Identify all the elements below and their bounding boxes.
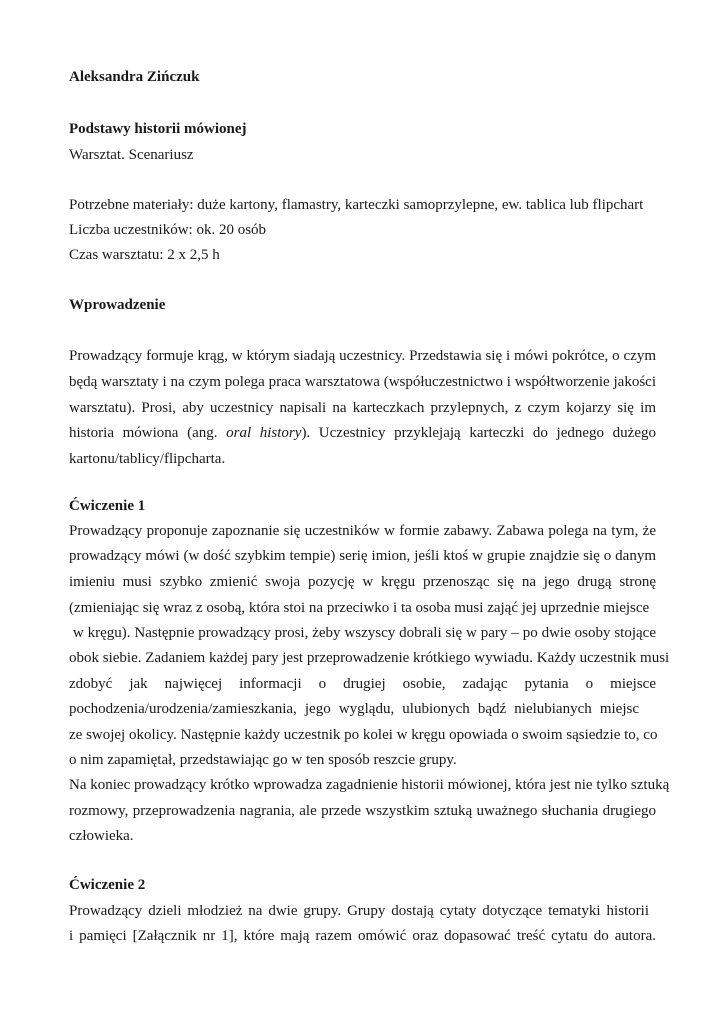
exercise-2-line: Prowadzący dzieli młodzież na dwie grupy. Grupy dostają cytaty dotyczące tematyki historii — [69, 903, 649, 919]
exercise-1-line: prowadzący mówi (w dość szybkim tempie) serię imion, jeśli ktoś w grupie znajdzie się o danym — [69, 548, 656, 564]
exercise-1-line: (zmieniając się wraz z osobą, która stoi na przeciwko i ta osoba musi zająć jej uprzednie miejsce — [69, 600, 650, 616]
duration-line: Czas warsztatu: 2 x 2,5 h — [69, 247, 220, 263]
exercise-1-line: Na koniec prowadzący krótko wprowadza zagadnienie historii mówionej, która jest nie tylko sztuką — [69, 777, 670, 793]
intro-line-3: warsztatu). Prosi, aby uczestnicy napisali na karteczkach przylepnych, z czym kojarzy się im — [69, 400, 656, 416]
participants-line: Liczba uczestników: ok. 20 osób — [69, 222, 267, 238]
exercise-1-line: Prowadzący proponuje zapoznanie się uczestników w formie zabawy. Zabawa polega na tym, że — [69, 523, 656, 539]
exercise-1-line: w kręgu). Następnie prowadzący prosi, żeby wszyscy dobrali się w pary – po dwie osoby stojące — [69, 625, 656, 641]
intro-line-5: kartonu/tablicy/flipcharta. — [69, 451, 226, 467]
materials-line: Potrzebne materiały: duże kartony, flamastry, karteczki samoprzylepne, ew. tablica lub flipchart — [69, 197, 644, 213]
author-name: Aleksandra Zińczuk — [69, 69, 200, 85]
oral-history-term: oral history — [226, 425, 302, 441]
exercise-2-heading: Ćwiczenie 2 — [69, 877, 146, 893]
intro-line-1: Prowadzący formuje krąg, w którym siadają uczestnicy. Przedstawia się i mówi pokrótce, o czym — [69, 348, 656, 364]
intro-line-4-part-a: historia mówiona (ang. — [69, 425, 227, 441]
exercise-2-line: i pamięci [Załącznik nr 1], które mają razem omówić oraz dopasować treść cytatu do autora. — [69, 928, 656, 944]
exercise-1-line: o nim zapamiętał, przedstawiając go w ten sposób reszcie grupy. — [69, 752, 457, 768]
intro-line-4-part-b: ). Uczestnicy przyklejają karteczki do jednego dużego — [301, 425, 656, 441]
exercise-1-line: obok siebie. Zadaniem każdej pary jest przeprowadzenie krótkiego wywiadu. Każdy uczestnik musi — [69, 650, 670, 666]
exercise-1-heading: Ćwiczenie 1 — [69, 498, 146, 514]
exercise-1-line: pochodzenia/urodzenia/zamieszkania, jego wyglądu, ulubionych bądź nielubianych miejsc — [69, 701, 639, 717]
document-subtitle: Warsztat. Scenariusz — [69, 147, 194, 163]
intro-line-4 — [69, 424, 656, 442]
exercise-1-line: zdobyć jak najwięcej informacji o drugiej osobie, zadając pytania o miejsce — [69, 676, 656, 692]
intro-heading: Wprowadzenie — [69, 297, 166, 313]
exercise-1-line: imieniu musi szybko zmienić swoja pozycję w kręgu przenosząc się na jego drugą stronę — [69, 574, 656, 590]
exercise-1-line: ze swojej okolicy. Następnie każdy uczestnik po kolei w kręgu opowiada o swoim sąsiedzie to, co — [69, 727, 658, 743]
document-title: Podstawy historii mówionej — [69, 121, 247, 137]
exercise-1-line: człowieka. — [69, 828, 134, 844]
exercise-1-line: rozmowy, przeprowadzenia nagrania, ale przede wszystkim sztuką uważnego słuchania drugiego — [69, 803, 656, 819]
intro-line-2: będą warsztaty i na czym polega praca warsztatowa (współuczestnictwo i współtworzenie jakości — [69, 374, 656, 390]
